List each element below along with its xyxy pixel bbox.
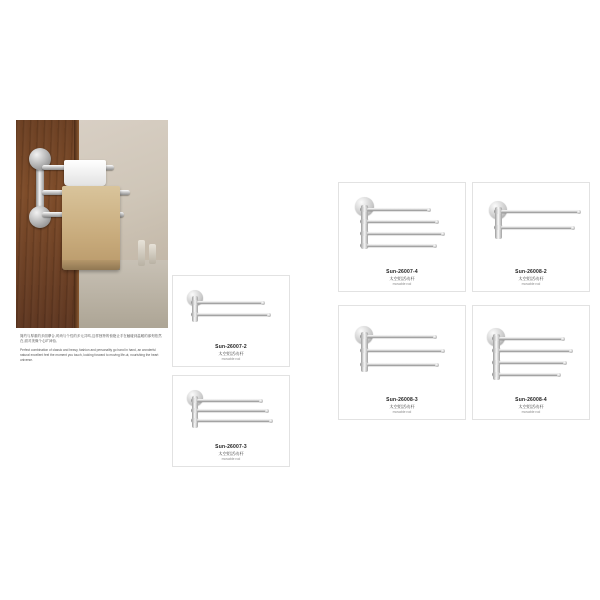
rack-arm <box>499 337 563 340</box>
product-code: Sun-26008-2 <box>515 269 547 275</box>
rack-arm <box>367 363 437 366</box>
product-illustration <box>473 183 589 265</box>
rack-arm-cap-icon <box>259 399 263 403</box>
rack-arm <box>501 226 573 229</box>
rack-arm-cap-icon <box>261 301 265 305</box>
rack-arm <box>197 399 261 402</box>
product-name-cn: 太空铝活动杆 <box>218 451 244 456</box>
product-card-sun-26008-2[interactable] <box>472 182 590 292</box>
rack-arm-cap-icon <box>267 313 271 317</box>
rack-arm <box>367 244 435 247</box>
product-name-en: movable rod <box>221 357 241 361</box>
rack-arm <box>367 349 443 352</box>
rack-arm <box>197 409 267 412</box>
hero-panel <box>16 120 168 375</box>
product-name-cn: 太空铝活动杆 <box>218 351 244 356</box>
product-label <box>473 397 589 415</box>
product-illustration <box>173 276 289 340</box>
hero-beige-towel <box>62 186 120 270</box>
rack-arm-cap-icon <box>577 210 581 214</box>
rack-arm-cap-icon <box>435 363 439 367</box>
product-name-cn: 太空铝活动杆 <box>518 404 544 409</box>
rack-arm <box>197 301 263 304</box>
product-code: Sun-26007-2 <box>215 344 247 350</box>
rack-arm <box>197 419 271 422</box>
hero-caption <box>20 334 166 363</box>
product-card-sun-26008-3[interactable] <box>338 305 466 420</box>
product-illustration <box>473 306 589 393</box>
product-card-sun-26007-4[interactable] <box>338 182 466 292</box>
product-code: Sun-26007-4 <box>386 269 418 275</box>
rack-arm-cap-icon <box>569 349 573 353</box>
rack-arm <box>367 208 429 211</box>
product-name-cn: 太空铝活动杆 <box>389 276 415 281</box>
hero-photo <box>16 120 168 328</box>
rack-arm-cap-icon <box>269 419 273 423</box>
rack-arm <box>367 220 437 223</box>
product-code: Sun-26008-4 <box>515 397 547 403</box>
rack-arm-cap-icon <box>571 226 575 230</box>
rack-arm-cap-icon <box>441 349 445 353</box>
rack-arm-cap-icon <box>433 244 437 248</box>
rack-arm <box>197 313 269 316</box>
product-name-en: movable rod <box>521 410 541 414</box>
product-name-en: movable rod <box>392 410 412 414</box>
product-label <box>339 397 465 415</box>
rack-arm-cap-icon <box>433 335 437 339</box>
product-card-sun-26007-3[interactable] <box>172 375 290 467</box>
rack-arm <box>501 210 579 213</box>
product-illustration <box>339 183 465 265</box>
product-card-sun-26008-4[interactable] <box>472 305 590 420</box>
rack-arm <box>499 349 571 352</box>
product-code: Sun-26007-3 <box>215 444 247 450</box>
rack-arm-cap-icon <box>427 208 431 212</box>
rack-arm-cap-icon <box>561 337 565 341</box>
product-card-sun-26007-2[interactable] <box>172 275 290 367</box>
product-illustration <box>173 376 289 440</box>
product-name-en: movable rod <box>521 282 541 286</box>
rack-arm-cap-icon <box>563 361 567 365</box>
product-label <box>173 344 289 362</box>
product-name-en: movable rod <box>392 282 412 286</box>
product-label <box>173 444 289 462</box>
product-label <box>339 269 465 287</box>
rack-arm <box>499 361 565 364</box>
hero-caption-chinese: 简约与厚重的多面摩合,时尚与个性的多元共鸣,这样独特的惊艳让手在触碰到温暖的那刻依然在,面对美像个心旷神怡, <box>20 334 162 344</box>
rack-arm-cap-icon <box>435 220 439 224</box>
rack-arm <box>367 232 443 235</box>
product-label <box>473 269 589 287</box>
photo-background-counter <box>78 260 168 328</box>
rack-arm <box>367 335 435 338</box>
product-illustration <box>339 306 465 393</box>
hero-white-towel <box>64 160 106 186</box>
hero-rack-mount-bottom <box>29 206 51 228</box>
photo-bottle <box>138 240 145 266</box>
rack-arm <box>499 373 559 376</box>
product-name-cn: 太空铝活动杆 <box>389 404 415 409</box>
product-name-cn: 太空铝活动杆 <box>518 276 544 281</box>
hero-caption-english: Perfect combination of classic and heavy, fashion and personality go hand in hand, an wonderful natural excellent feel the moment you touch, looking forward to moving life-ut, nourishing the heart universe. <box>20 347 159 362</box>
photo-bottle-small <box>149 244 156 264</box>
rack-arm-cap-icon <box>557 373 561 377</box>
product-code: Sun-26008-3 <box>386 397 418 403</box>
rack-arm-cap-icon <box>265 409 269 413</box>
product-name-en: movable rod <box>221 457 241 461</box>
rack-arm-cap-icon <box>441 232 445 236</box>
